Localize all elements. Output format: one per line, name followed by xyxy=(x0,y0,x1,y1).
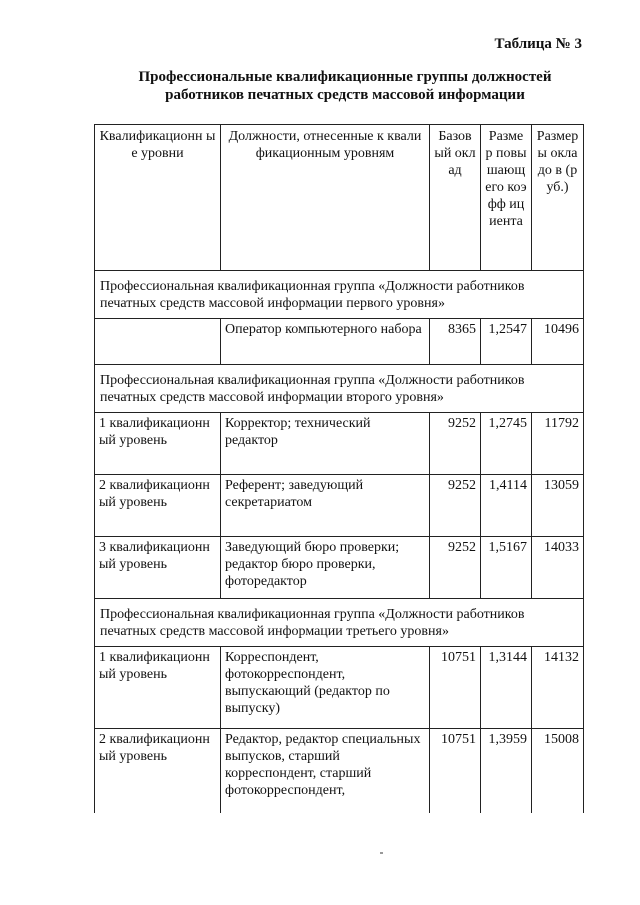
cell-level: 2 квалификационн ый уровень xyxy=(95,475,221,537)
cell-positions: Корреспондент, фотокорреспондент, выпускающий (редактор по выпуску) xyxy=(221,647,430,729)
cell-base-salary: 9252 xyxy=(430,537,481,599)
cell-coefficient: 1,2547 xyxy=(481,319,532,365)
cell-coefficient: 1,3144 xyxy=(481,647,532,729)
group-title: Профессиональная квалификационная группа «Должности работников печатных средств массовой информации второго уровня» xyxy=(95,365,584,413)
cell-level: 2 квалификационн ый уровень xyxy=(95,729,221,813)
cell-coefficient: 1,5167 xyxy=(481,537,532,599)
group-row xyxy=(95,599,584,647)
group-title: Профессиональная квалификационная группа «Должности работников печатных средств массовой информации третьего уровня» xyxy=(95,599,584,647)
cell-salary-amount: 14132 xyxy=(532,647,584,729)
title-line-1: Профессиональные квалификационные группы должностей xyxy=(138,69,552,85)
cell-positions: Оператор компьютерного набора xyxy=(221,319,430,365)
cell-base-salary: 9252 xyxy=(430,475,481,537)
cell-level: 1 квалификационн ый уровень xyxy=(95,647,221,729)
table-header-row xyxy=(95,125,584,271)
cell-salary-amount: 14033 xyxy=(532,537,584,599)
table-row xyxy=(95,413,584,475)
group-row xyxy=(95,365,584,413)
cell-salary-amount: 15008 xyxy=(532,729,584,813)
cell-coefficient: 1,3959 xyxy=(481,729,532,813)
cell-coefficient: 1,4114 xyxy=(481,475,532,537)
cell-base-salary: 10751 xyxy=(430,647,481,729)
header-positions: Должности, отнесенные к квалификационным уровням xyxy=(221,125,430,271)
cell-base-salary: 8365 xyxy=(430,319,481,365)
cell-positions: Корректор; технический редактор xyxy=(221,413,430,475)
cell-level: 3 квалификационн ый уровень xyxy=(95,537,221,599)
header-coefficient: Разме р повы шающ его коэфф ициента xyxy=(481,125,532,271)
title-line-2: работников печатных средств массовой информации xyxy=(165,87,525,103)
header-salary-amount: Размер ы окладо в (руб.) xyxy=(532,125,584,271)
cell-level xyxy=(95,319,221,365)
cell-salary-amount: 11792 xyxy=(532,413,584,475)
group-row xyxy=(95,271,584,319)
cell-positions: Референт; заведующий секретариатом xyxy=(221,475,430,537)
document-title xyxy=(95,68,595,104)
cell-base-salary: 9252 xyxy=(430,413,481,475)
header-qualification-levels: Квалификационн ые уровни xyxy=(95,125,221,271)
scan-speck xyxy=(380,852,383,854)
cell-level: 1 квалификационн ый уровень xyxy=(95,413,221,475)
cell-coefficient: 1,2745 xyxy=(481,413,532,475)
header-base-salary: Базов ый оклад xyxy=(430,125,481,271)
cell-salary-amount: 10496 xyxy=(532,319,584,365)
cell-base-salary: 10751 xyxy=(430,729,481,813)
table-row xyxy=(95,647,584,729)
cell-salary-amount: 13059 xyxy=(532,475,584,537)
qualification-groups-table xyxy=(94,124,584,813)
cell-positions: Заведующий бюро проверки; редактор бюро проверки, фоторедактор xyxy=(221,537,430,599)
table-number-label: Таблица № 3 xyxy=(494,36,582,52)
table-row xyxy=(95,319,584,365)
table-row xyxy=(95,729,584,813)
group-title: Профессиональная квалификационная группа «Должности работников печатных средств массовой информации первого уровня» xyxy=(95,271,584,319)
cell-positions: Редактор, редактор специальных выпусков, старший корреспондент, старший фотокорреспондент, xyxy=(221,729,430,813)
table-row xyxy=(95,537,584,599)
table-row xyxy=(95,475,584,537)
